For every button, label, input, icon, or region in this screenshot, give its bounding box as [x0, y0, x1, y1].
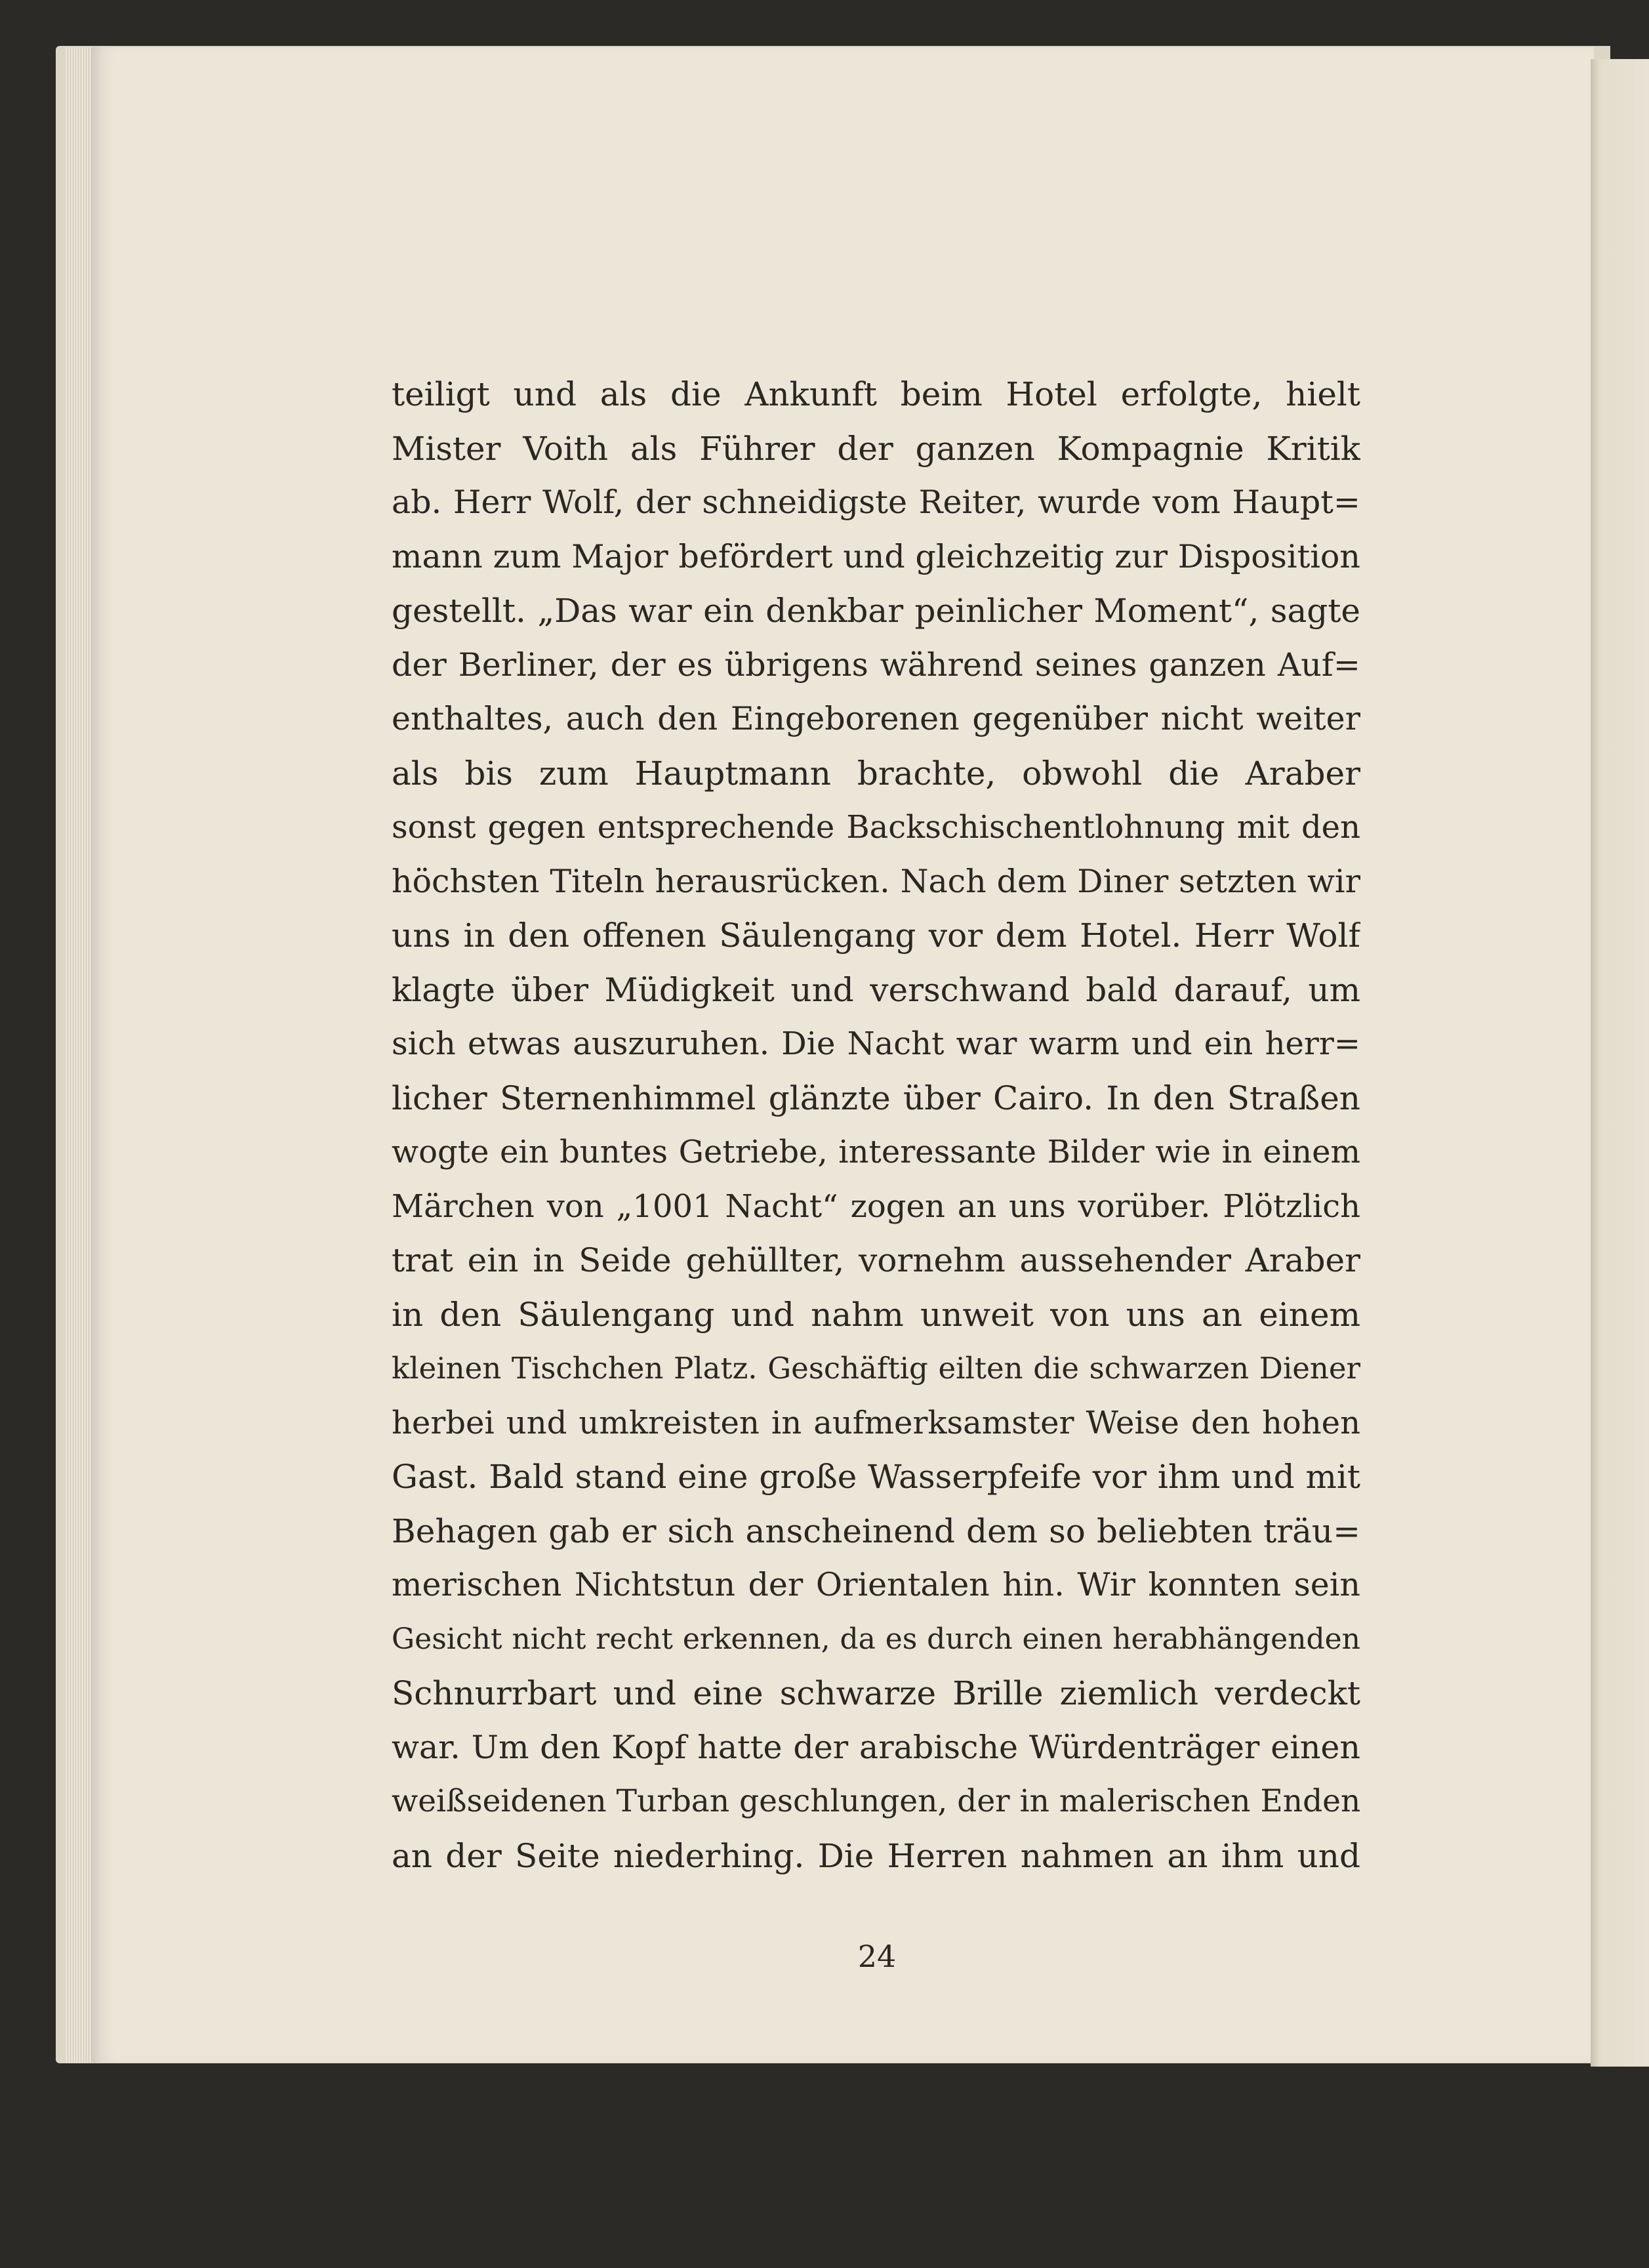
text-line: weißseidenen Turban geschlungen, der in malerischen Enden — [392, 1783, 1360, 1819]
text-line: Gast. Bald stand eine große Wasserpfeife vor ihm und mit — [392, 1458, 1360, 1496]
facing-page-edge — [1591, 59, 1649, 2067]
text-line: herbei und umkreisten in aufmerksamster Weise den hohen — [392, 1404, 1360, 1441]
text-line: an der Seite niederhing. Die Herren nahmen an ihm und — [392, 1836, 1360, 1875]
text-line: sich etwas auszuruhen. Die Nacht war warm und ein herr= — [392, 1025, 1360, 1062]
text-line: trat ein in Seide gehüllter, vornehm aussehender Araber — [392, 1241, 1360, 1279]
text-line: in den Säulengang und nahm unweit von uns an einem — [392, 1295, 1360, 1334]
text-line: Gesicht nicht recht erkennen, da es durch einen herabhängenden — [392, 1622, 1360, 1656]
text-line: Schnurrbart und eine schwarze Brille ziemlich verdeckt — [392, 1674, 1360, 1712]
text-line: kleinen Tischchen Platz. Geschäftig eilten die schwarzen Diener — [392, 1351, 1360, 1386]
body-text — [392, 367, 1360, 1883]
page-number: 24 — [857, 1939, 897, 1974]
text-line: ab. Herr Wolf, der schneidigste Reiter, wurde vom Haupt= — [392, 484, 1360, 521]
text-line: uns in den offenen Säulengang vor dem Hotel. Herr Wolf — [392, 917, 1360, 955]
text-line: Mister Voith als Führer der ganzen Kompagnie Kritik — [392, 429, 1360, 468]
text-line: wogte ein buntes Getriebe, interessante Bilder wie in einem — [392, 1134, 1360, 1170]
text-line: als bis zum Hauptmann brachte, obwohl die Araber — [392, 754, 1360, 793]
text-line: enthaltes, auch den Eingeborenen gegenüber nicht weiter — [392, 700, 1360, 737]
text-line: der Berliner, der es übrigens während seines ganzen Auf= — [392, 646, 1360, 684]
text-line: licher Sternenhimmel glänzte über Cairo. In den Straßen — [392, 1079, 1360, 1117]
text-line: war. Um den Kopf hatte der arabische Würdenträger einen — [392, 1728, 1360, 1766]
text-line: Märchen von „1001 Nacht“ zogen an uns vorüber. Plötzlich — [392, 1187, 1360, 1225]
text-line: klagte über Müdigkeit und verschwand bald darauf, um — [392, 970, 1360, 1009]
text-line: mann zum Major befördert und gleichzeitig zur Disposition — [392, 537, 1360, 575]
text-line: merischen Nichtstun der Orientalen hin. Wir konnten sein — [392, 1566, 1360, 1603]
page-edges — [66, 47, 94, 2063]
text-line: gestellt. „Das war ein denkbar peinlicher Moment“, sagte — [392, 592, 1360, 630]
text-line: Behagen gab er sich anscheinend dem so beliebten träu= — [392, 1512, 1360, 1550]
text-line: teiligt und als die Ankunft beim Hotel erfolgte, hielt — [392, 375, 1360, 413]
text-line: sonst gegen entsprechende Backschischentlohnung mit den — [392, 809, 1360, 846]
text-line: höchsten Titeln herausrücken. Nach dem Diner setzten wir — [392, 862, 1360, 900]
